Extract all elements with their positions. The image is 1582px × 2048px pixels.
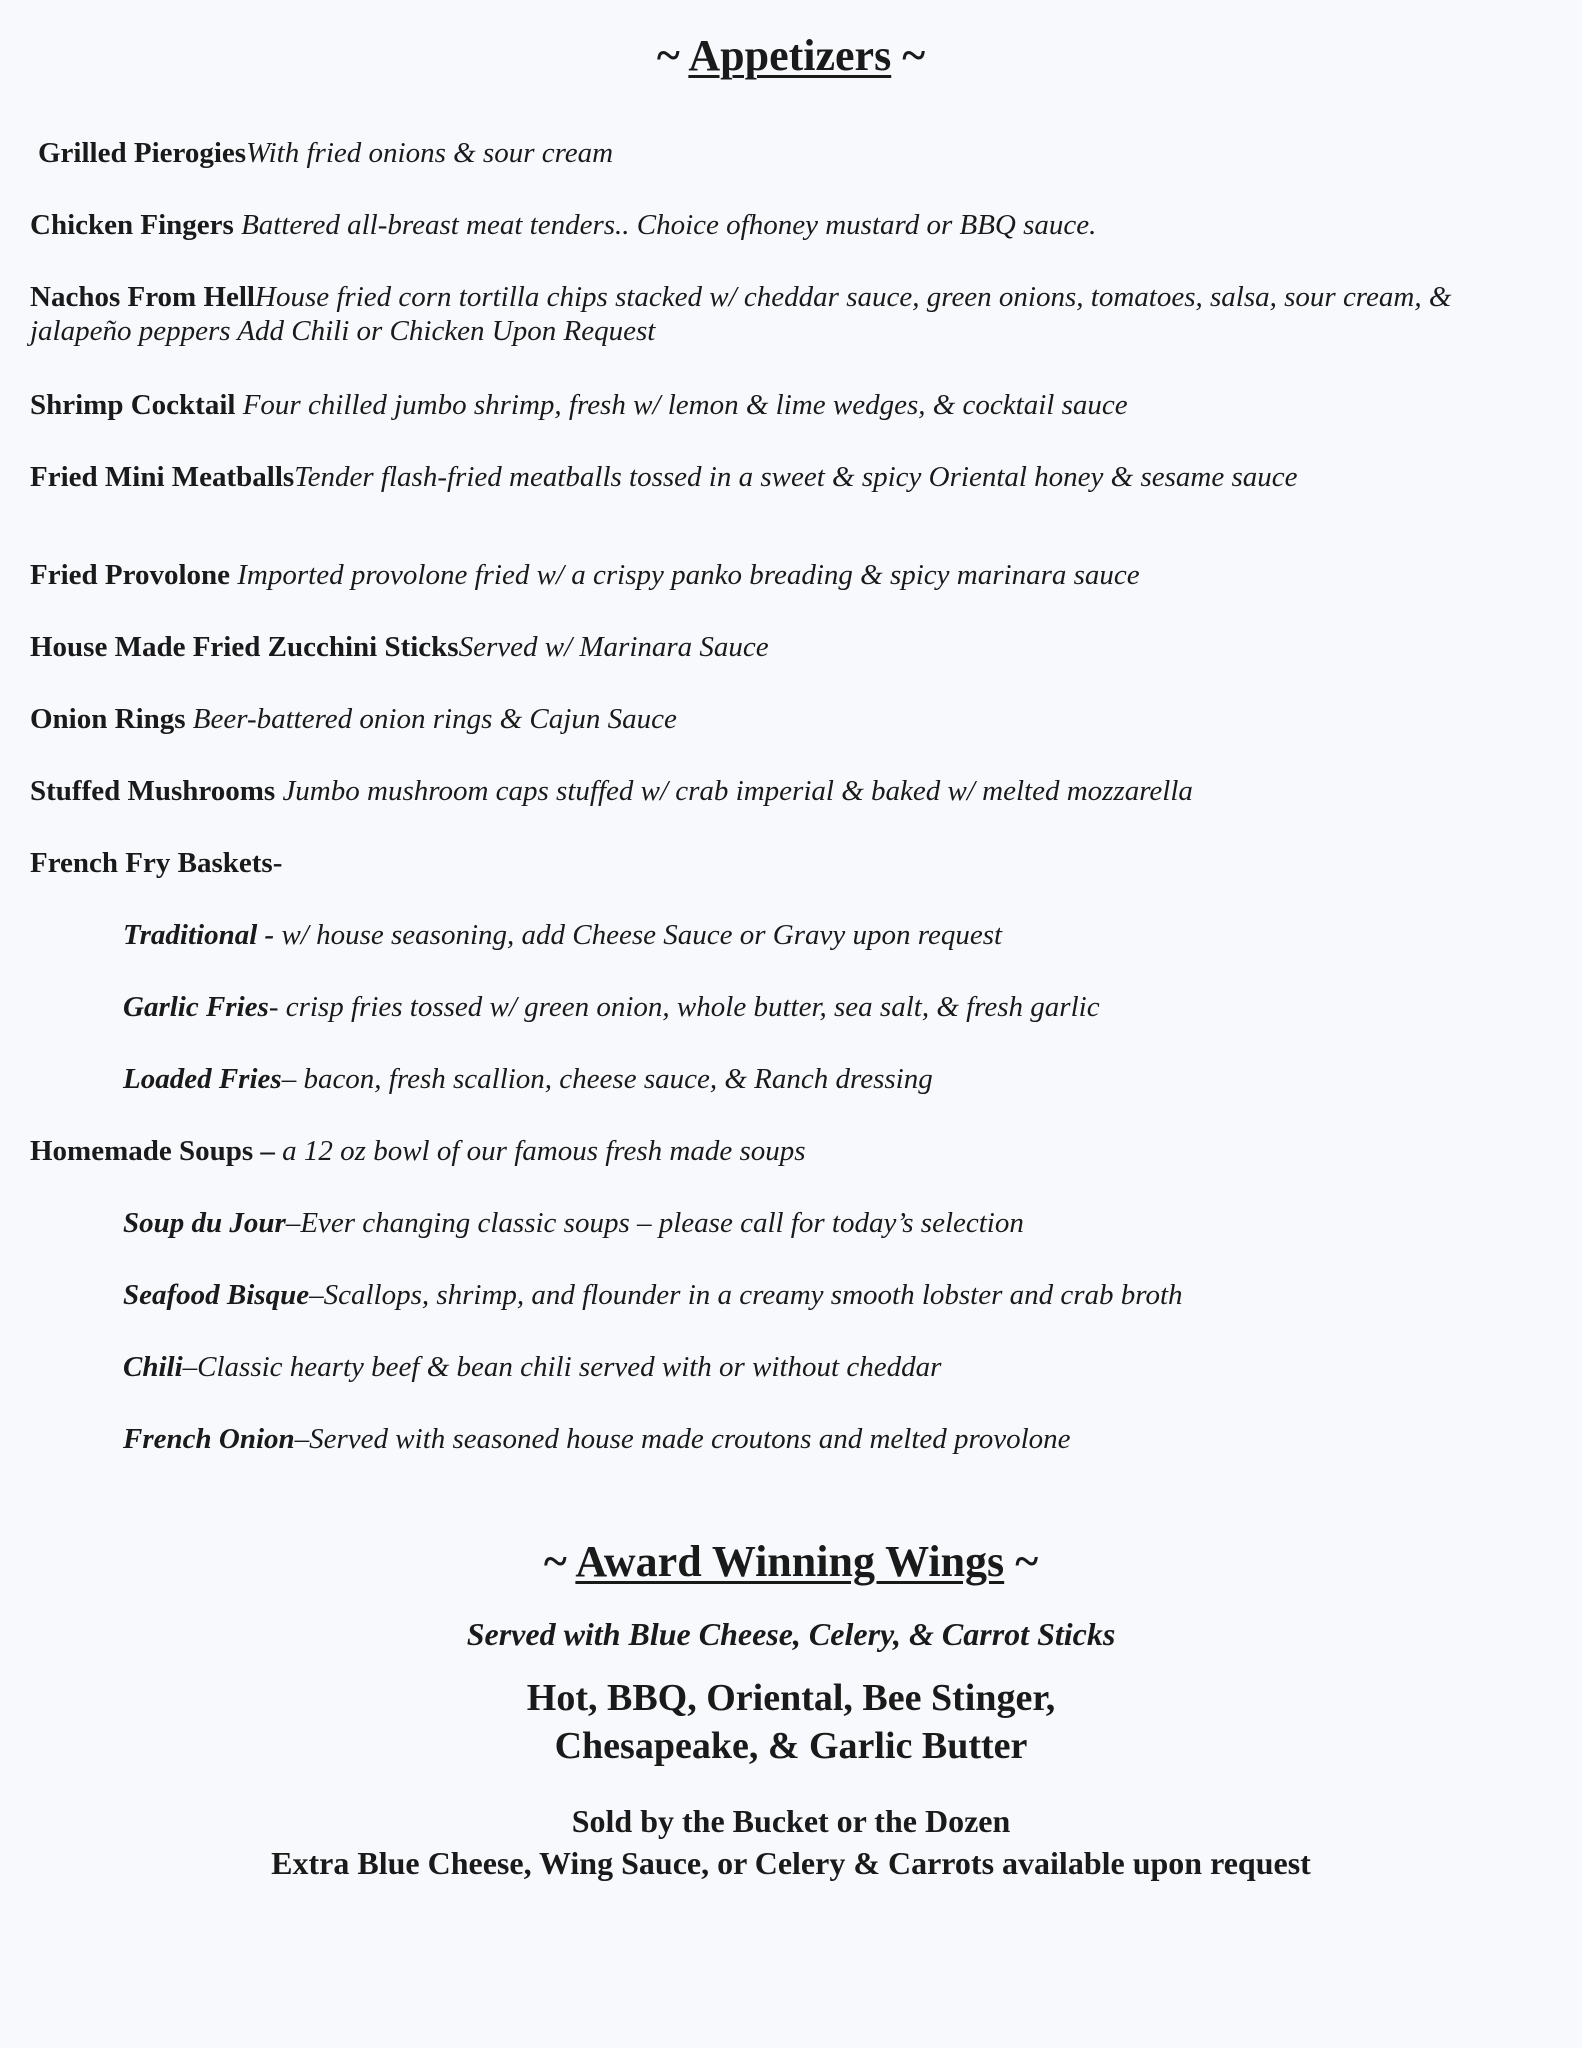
menu-item-grilled-pierogies — [38, 136, 1478, 170]
wings-flavors-line-2: Chesapeake, & Garlic Butter — [554, 1725, 1028, 1767]
item-name: Homemade Soups – — [30, 1135, 275, 1167]
item-desc: Tender flash-fried meatballs tossed in a sweet & spicy Oriental honey & sesame sauce — [294, 461, 1298, 493]
sub-item-garlic-fries — [123, 990, 1503, 1024]
item-desc: House fried corn tortilla chips stacked w/ cheddar sauce, green onions, tomatoes, salsa, sour cream, & jalapeño peppers Add Chili or Chicken Upon Request — [30, 281, 1452, 347]
item-name: Seafood Bisque — [123, 1279, 310, 1311]
item-desc: Four chilled jumbo shrimp, fresh w/ lemon & lime wedges, & cocktail sauce — [242, 389, 1128, 421]
menu-item-fried-provolone — [30, 558, 1470, 592]
wings-heading: ~ Award Winning Wings ~ — [543, 1537, 1039, 1586]
item-name: Soup du Jour — [123, 1207, 286, 1239]
item-desc: With fried onions & sour cream — [246, 137, 614, 169]
item-desc: w/ house seasoning, add Cheese Sauce or Gravy upon request — [274, 919, 1003, 951]
item-name: Loaded Fries — [123, 1063, 282, 1095]
item-name: Traditional - — [123, 919, 275, 951]
menu-item-onion-rings — [30, 702, 1470, 736]
item-desc: –Scallops, shrimp, and flounder in a creamy smooth lobster and crab broth — [309, 1279, 1183, 1311]
menu-item-fried-mini-meatballs — [30, 460, 1470, 494]
item-name: French Fry Baskets- — [30, 847, 283, 879]
item-name: Onion Rings — [30, 703, 186, 735]
wings-title: Award Winning Wings — [575, 1537, 1005, 1586]
item-name: House Made Fried Zucchini Sticks — [30, 631, 459, 663]
sub-item-loaded-fries — [123, 1062, 1503, 1096]
menu-item-homemade-soups — [30, 1134, 1470, 1168]
item-desc: Beer-battered onion rings & Cajun Sauce — [192, 703, 677, 735]
appetizers-title: Appetizers — [688, 31, 892, 80]
sub-item-chili — [123, 1350, 1503, 1384]
item-desc: Jumbo mushroom caps stuffed w/ crab imperial & baked w/ melted mozzarella — [282, 775, 1193, 807]
item-name: Fried Mini Meatballs — [30, 461, 295, 493]
wings-flavors-line-1: Hot, BBQ, Oriental, Bee Stinger, — [526, 1677, 1056, 1719]
sub-item-seafood-bisque — [123, 1278, 1503, 1312]
item-desc: Battered all-breast meat tenders.. Choice ofhoney mustard or BBQ sauce. — [241, 209, 1097, 241]
sub-item-traditional-fries — [123, 918, 1503, 952]
appetizers-heading: ~ Appetizers ~ — [656, 31, 926, 80]
menu-item-nachos-from-hell — [30, 280, 1470, 348]
menu-item-french-fry-baskets — [30, 846, 1470, 880]
menu-item-stuffed-mushrooms — [30, 774, 1470, 808]
item-desc: –Classic hearty beef & bean chili served with or without cheddar — [182, 1351, 942, 1383]
item-name: Chili — [123, 1351, 183, 1383]
item-desc: - crisp fries tossed w/ green onion, whole butter, sea salt, & fresh garlic — [268, 991, 1100, 1023]
item-name: Stuffed Mushrooms — [30, 775, 276, 807]
item-desc: Imported provolone fried w/ a crispy panko breading & spicy marinara sauce — [237, 559, 1140, 591]
item-name: Nachos From Hell — [30, 281, 255, 313]
wings-subtitle: Served with Blue Cheese, Celery, & Carrot Sticks — [466, 1616, 1116, 1652]
menu-item-fried-zucchini-sticks — [30, 630, 1470, 664]
item-name: Fried Provolone — [30, 559, 231, 591]
item-desc: Served w/ Marinara Sauce — [458, 631, 769, 663]
item-desc: –Ever changing classic soups – please call for today’s selection — [285, 1207, 1024, 1239]
item-name: Grilled Pierogies — [38, 137, 247, 169]
item-name: Chicken Fingers — [30, 209, 234, 241]
wings-sold-line-2: Extra Blue Cheese, Wing Sauce, or Celery & Carrots available upon request — [271, 1845, 1311, 1881]
sub-item-soup-du-jour — [123, 1206, 1503, 1240]
item-desc: –Served with seasoned house made croutons and melted provolone — [294, 1423, 1071, 1455]
menu-item-chicken-fingers — [30, 208, 1470, 242]
item-desc: a 12 oz bowl of our famous fresh made soups — [274, 1135, 806, 1167]
item-desc: – bacon, fresh scallion, cheese sauce, & Ranch dressing — [281, 1063, 933, 1095]
item-name: French Onion — [123, 1423, 295, 1455]
sub-item-french-onion — [123, 1422, 1503, 1456]
item-name: Shrimp Cocktail — [30, 389, 236, 421]
wings-sold-line-1: Sold by the Bucket or the Dozen — [571, 1803, 1011, 1839]
item-name: Garlic Fries — [123, 991, 269, 1023]
menu-item-shrimp-cocktail — [30, 388, 1470, 422]
